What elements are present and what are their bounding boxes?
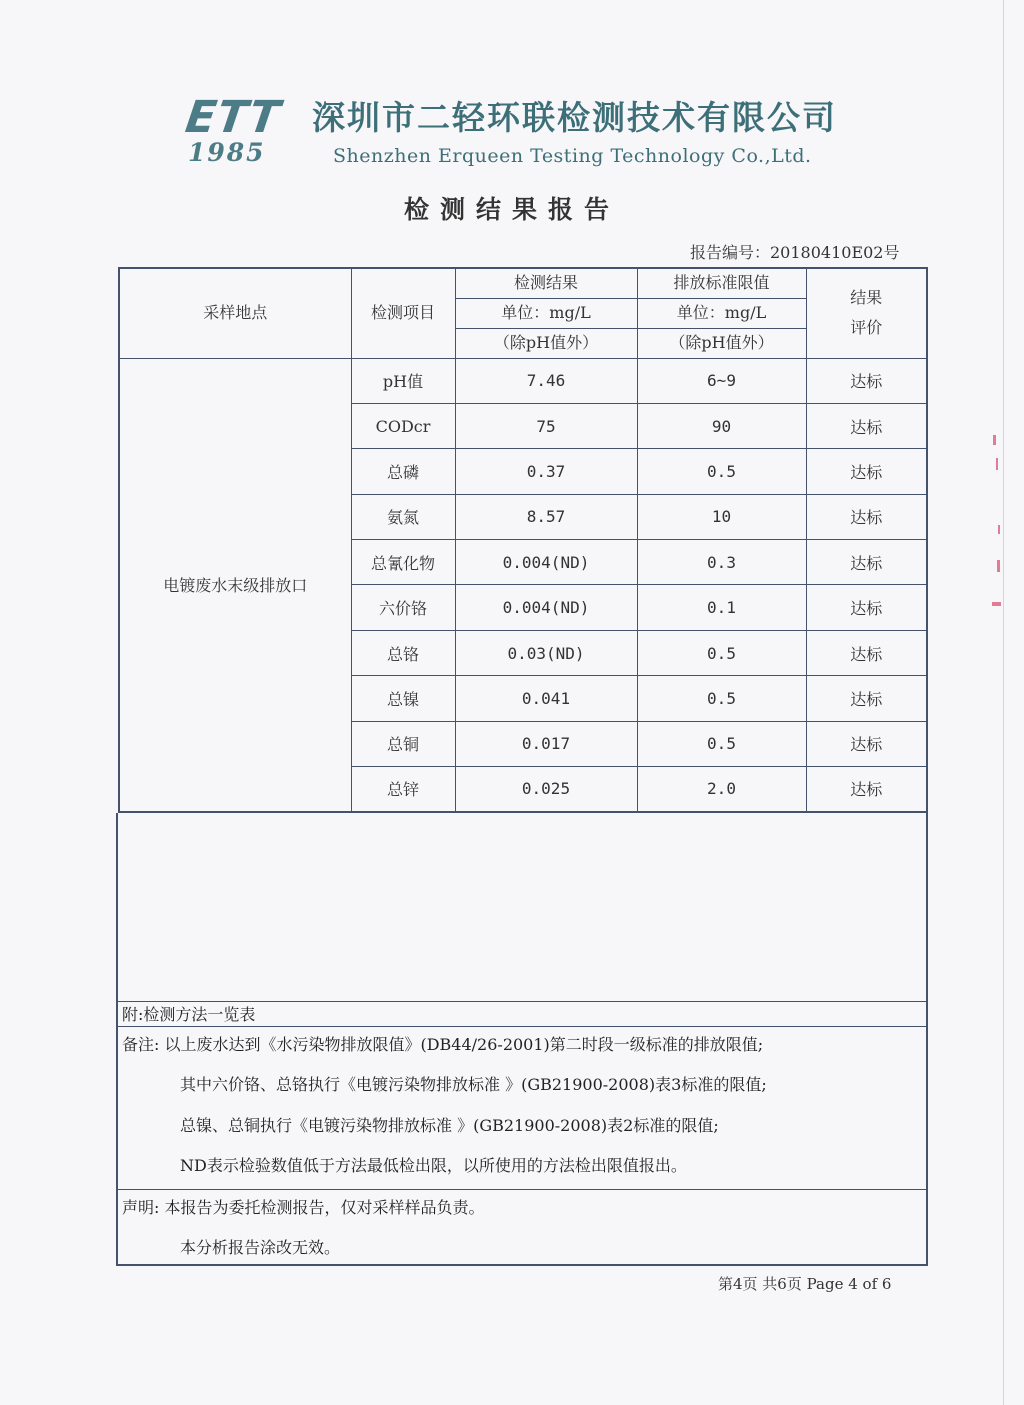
- limit-cell: 6~9: [637, 358, 806, 403]
- test-item-cell: 总镍: [351, 676, 455, 721]
- evaluation-cell: 达标: [806, 403, 927, 448]
- company-logo: [182, 92, 296, 168]
- evaluation-cell: 达标: [806, 585, 927, 630]
- ink-mark: [992, 602, 1001, 606]
- remark-line-1: 备注: 以上废水达到《水污染物排放限值》(DB44/26-2001)第二时段一级标准的排放限值;: [122, 1035, 764, 1054]
- result-cell: 0.37: [455, 449, 637, 494]
- ink-mark: [998, 525, 1000, 534]
- evaluation-cell: 达标: [806, 449, 927, 494]
- limit-cell: 0.5: [637, 676, 806, 721]
- remark-line-3: 总镍、总铜执行《电镀污染物排放标准 》(GB21900-2008)表2标准的限值;: [180, 1116, 719, 1135]
- evaluation-cell: 达标: [806, 540, 927, 585]
- results-table: [118, 267, 928, 813]
- header-limit: 排放标准限值: [637, 268, 806, 298]
- header-limit-note: （除pH值外）: [637, 328, 806, 358]
- page-footer: 第4页 共6页 Page 4 of 6: [718, 1275, 892, 1293]
- company-name-en: Shenzhen Erqueen Testing Technology Co.,Ltd.: [333, 145, 812, 167]
- attachment-divider: [118, 1026, 926, 1027]
- blank-area: [116, 813, 928, 1003]
- logo-ett: ETT: [182, 92, 284, 143]
- evaluation-cell: 达标: [806, 494, 927, 539]
- result-cell: 0.03(ND): [455, 630, 637, 675]
- notes-divider: [118, 1189, 926, 1190]
- statement-line-1: 声明: 本报告为委托检测报告，仅对采样样品负责。: [122, 1198, 485, 1217]
- limit-cell: 0.5: [637, 721, 806, 766]
- table-row: [119, 358, 927, 403]
- evaluation-cell: 达标: [806, 358, 927, 403]
- ink-mark: [993, 435, 996, 445]
- test-item-cell: 总铜: [351, 721, 455, 766]
- header-test-item: 检测项目: [351, 268, 455, 358]
- header-evaluation: [806, 268, 927, 358]
- result-cell: 75: [455, 403, 637, 448]
- ink-mark: [997, 560, 1000, 572]
- limit-cell: 90: [637, 403, 806, 448]
- limit-cell: 0.3: [637, 540, 806, 585]
- logo-year: 1985: [188, 138, 266, 167]
- report-title: 检测结果报告: [403, 195, 620, 224]
- test-item-cell: pH值: [351, 358, 455, 403]
- header-result-note: （除pH值外）: [455, 328, 637, 358]
- evaluation-cell: 达标: [806, 721, 927, 766]
- notes-section: [116, 1001, 928, 1266]
- remark-line-2: 其中六价铬、总铬执行《电镀污染物排放标准 》(GB21900-2008)表3标准的限值;: [180, 1075, 767, 1094]
- result-cell: 0.004(ND): [455, 585, 637, 630]
- ink-mark: [996, 458, 998, 470]
- test-item-cell: 六价铬: [351, 585, 455, 630]
- report-number: 报告编号：20180410E02号: [690, 243, 900, 262]
- limit-cell: 0.5: [637, 449, 806, 494]
- test-item-cell: CODcr: [351, 403, 455, 448]
- evaluation-cell: 达标: [806, 630, 927, 675]
- limit-cell: 0.5: [637, 630, 806, 675]
- result-cell: 0.017: [455, 721, 637, 766]
- remark-line-4: ND表示检验数值低于方法最低检出限，以所使用的方法检出限值报出。: [180, 1156, 687, 1175]
- header-result-unit: 单位：mg/L: [455, 298, 637, 328]
- statement-line-2: 本分析报告涂改无效。: [180, 1238, 341, 1257]
- result-cell: 0.004(ND): [455, 540, 637, 585]
- result-cell: 0.025: [455, 767, 637, 812]
- header-evaluation-line1: 结果: [850, 288, 883, 308]
- test-item-cell: 总锌: [351, 767, 455, 812]
- result-cell: 8.57: [455, 494, 637, 539]
- test-item-cell: 总磷: [351, 449, 455, 494]
- header-evaluation-line2: 评价: [850, 318, 883, 338]
- sampling-location-cell: 电镀废水末级排放口: [119, 358, 351, 812]
- limit-cell: 2.0: [637, 767, 806, 812]
- company-name-cn: 深圳市二轻环联检测技术有限公司: [312, 98, 837, 137]
- result-cell: 7.46: [455, 358, 637, 403]
- test-item-cell: 氨氮: [351, 494, 455, 539]
- evaluation-cell: 达标: [806, 676, 927, 721]
- attachment-label: 附:检测方法一览表: [122, 1005, 256, 1024]
- limit-cell: 10: [637, 494, 806, 539]
- header-result: 检测结果: [455, 268, 637, 298]
- header-limit-unit: 单位：mg/L: [637, 298, 806, 328]
- result-cell: 0.041: [455, 676, 637, 721]
- limit-cell: 0.1: [637, 585, 806, 630]
- header-sampling-location: 采样地点: [119, 268, 351, 358]
- test-item-cell: 总铬: [351, 630, 455, 675]
- test-item-cell: 总氰化物: [351, 540, 455, 585]
- evaluation-cell: 达标: [806, 767, 927, 812]
